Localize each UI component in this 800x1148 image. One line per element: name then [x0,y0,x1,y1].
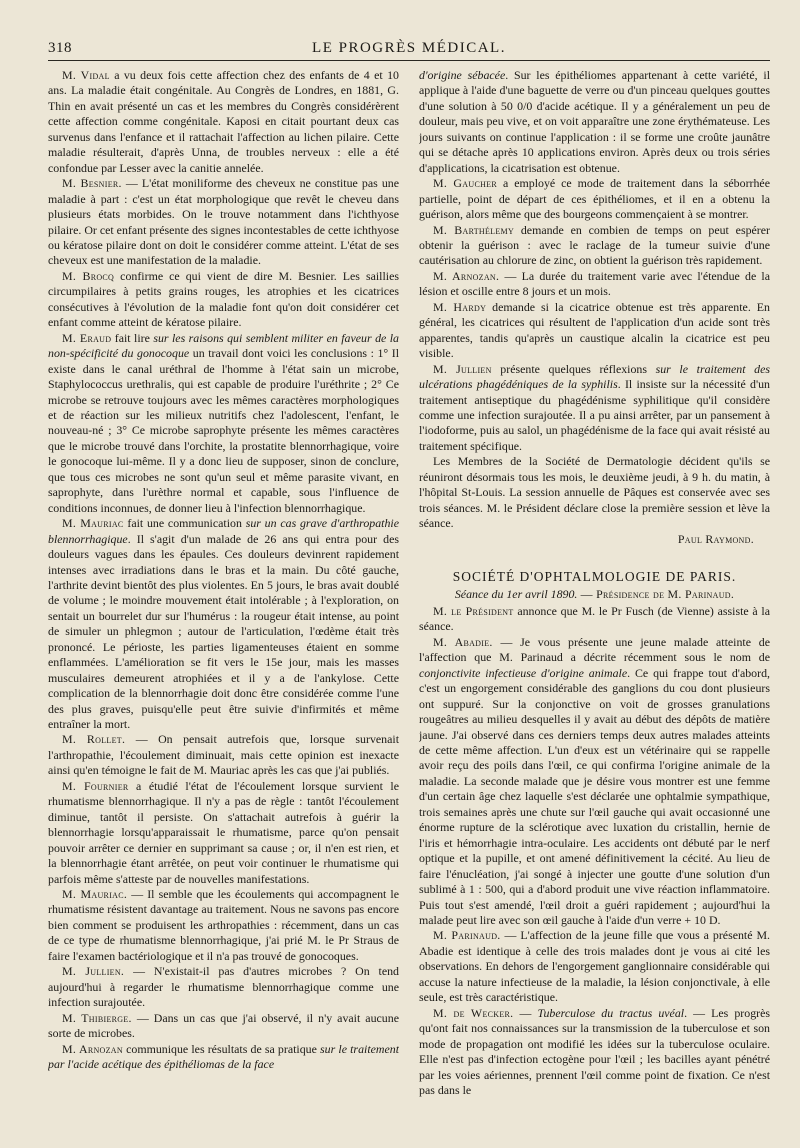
speaker-name: M. Eraud [62,330,112,345]
paragraph-arnozan-2 [419,269,770,300]
page-header [48,30,770,61]
paper-title: sur un cas grave d'arthropathie blennorrhagique [48,516,399,546]
paragraph-rollet [48,732,399,778]
paragraph-mauriac-2 [48,887,399,964]
paragraph-text: — L'état moniliforme des cheveux ne constitue pas une maladie à part : c'est un état morphologique que revêt le cheveu dans plusieurs états morbides. On le trouve notamment dans l'ichthyose pilaire. Or cet enfant présente des signes incontestables de cette ichthyose ou kératose pilaire dont on doit le considérer comme atteint. L'état de ses cheveux est une manifestation de la maladie. [48,176,399,268]
continuation-paragraph [419,68,770,176]
paragraph-text: annonce que M. le Pr Fusch (de Vienne) assiste à la séance. [419,603,770,634]
paragraph-text: — Il semble que les écoulements qui accompagnent le rhumatisme résistent davantage au traitement. Nous ne savons pas encore bien comment se produisent les arthropathies : récemment, dans un cas de ce type de rhumatisme blennorrhagique, j'ai prié M. le Pr Straus de faire l'examen bactériologique et il n'a pas trouvé de gonocoques. [48,887,399,963]
paragraph-text: . Il s'agit d'un malade de 26 ans qui entra pour des douleurs vagues dans les épaules. Ces douleurs devinrent rapidement intenses avec irradiations dans le bras et la main. Du côté gauche, l'arthrite devint bientôt des plus violentes. En 5 jours, le bras avait doublé de volume ; le moindre mouvement était intolérable ; à l'exploration, on sentait un bourrelet dur sur l'humérus : la rougeur était intense, au point de simuler un phlegmon ; autour de l'articulation, l'œdème était très prononcé. Le périoste, les parties ligamenteuses étaient en somme enflammées. L'amélioration se fit vers le 15e jour, mais les masses musculaires demeurent atrophiées et il y a de l'ankylose. Cette complication de la blennorrhagie doit donc être considérée comme l'une des plus graves, puisqu'elle peut être suivie d'infirmités et même entraîner la mort. [48,531,399,732]
signature: Paul Raymond. [677,531,754,546]
paragraph-thibierge [48,1011,399,1042]
speaker-name: M. Abadie. [433,634,493,649]
paragraph-text: fait une communication [123,516,246,531]
section-title: SOCIÉTÉ D'OPHTALMOLOGIE DE PARIS. [452,569,737,585]
speaker-name: M. Parinaud. [433,928,501,943]
speaker-name: M. Mauriac. [62,887,128,902]
speaker-name: M. Besnier. [62,176,122,191]
paragraph-hardy [419,300,770,362]
speaker-name: M. Arnozan. [433,268,500,283]
paper-title: Tuberculose du tractus uvéal [537,1005,685,1020]
paragraph-vidal [48,68,399,176]
paragraph-text: confirme ce qui vient de dire M. Besnier. Les saillies circumpilaires à petits grains rouges, les atrophies et les cicatrices consécutives à l'évolution de la maladie font qu'on doit considérer cet enfant comme atteint de kératose pilaire. [48,268,399,330]
paragraph-parinaud [419,928,770,1005]
speaker-name: M. Jullien [433,361,492,376]
paper-title: sur le traitement par l'acide acétique des épithéliomas de la face [48,1041,399,1071]
paragraph-abadie [419,635,770,929]
paper-title: sur les raisons qui semblent militer en faveur de la non-spécificité du gonocoque [48,330,399,361]
speaker-name: M. Barthélemy [433,222,515,237]
paragraph-text: demande en combien de temps on peut espérer obtenir la guérison : avec le raclage de la tumeur suivie d'une cautérisation au chlorure de zinc, on obtient la guérison très rapidement. [419,222,770,268]
paragraph-text: — On pensait autrefois que, lorsque survenait l'arthropathie, l'écoulement diminuait, mais cette opinion est inexacte ainsi qu'en témoigne le fait de M. Mauriac après les cas que j'ai publiés. [48,732,399,778]
speaker-name: M. Vidal [62,68,110,82]
paragraph-jullien-2 [419,362,770,455]
paragraph-text: . Ce qui frappe tout d'abord, c'est un engorgement considérable des ganglions du cou dont plusieurs ont suppuré. Sur la conjonctive on voit de grosses granulations rougeâtres au milieu desquelles il y avait au début des dépôts de matière jaune. J'ai observé dans ces derniers temps deux autres malades atteints de cette même affection. L'un d'eux est un vétérinaire qui se rappelle avoir reçu des poils dans l'œil, ce qui confirma l'origine animale de la maladie. La seconde malade que je désire vous montrer est une femme d'un certain âge chez laquelle s'est déclarée une ophtalmie sympathique, trois semaines après une chute sur l'œil gauche qui avait occasionné une énorme rupture de la sclérotique avec luxation du cristallin, hernie de l'iris et hémorrhagie intra-oculaire. Les accidents ont débuté par le nerf optique et la pupille, et ont amené définitivement la cécité. Au lieu de faire l'énucléation, j'ai songé à injecter une goutte d'une solution d'un sublimé à 1 : 500, qui a d'abord produit une vive réaction inflammatoire. Puis tout s'est amendé, l'œil droit a guéri rapidement ; aujourd'hui la malade peut lire avec son œil gauche à l'aide d'un verre + 10 D. [419,665,770,928]
paper-title: sur le traitement des ulcérations phagédéniques de la syphilis [419,361,770,392]
paragraph-text: Les Membres de la Société de Dermatologie décident qu'ils se réuniront désormais tous les mois, le deuxième jeudi, à 9 h. du matin, à l'hôpital St-Louis. La session annuelle de Pâques est conservée avec ses trois séances. M. le Président déclare close la première session et lève la séance. [419,454,770,531]
paragraph-de-wecker [419,1006,770,1099]
speaker-name: M. Jullien. [62,964,125,979]
paragraph-text: . — Les progrès qu'ont fait nos connaissances sur la transmission de la tuberculose et son mode de propagation ont modifié les idées sur la tuberculose oculaire. Elle n'est pas d'infection ectogène pour l'œil ; les bacilles ayant pénétré par les voies aériennes, prennent l'œil comme point de fixation. Ce n'est pas dans le [419,1005,770,1097]
paragraph-text: — La durée du traitement varie avec l'étendue de la lésion et oscille entre 8 jours et un mois. [419,268,770,299]
paragraph-text: — L'affection de la jeune fille que vous a présenté M. Abadie est identique à celle des trois malades dont je vous ai cité les observations. En dehors de l'engorgement ganglionnaire considérable qui accuse la nature infectieuse de la maladie, la lésion conjonctivale, à elle seule, est très caractéristique. [419,928,770,1005]
paragraph-text: — [513,1005,538,1020]
speaker-name: M. Gaucher [433,176,497,191]
page-number: 318 [48,40,72,56]
paper-title: conjonctivite infectieuse d'origine animale [419,665,628,680]
paragraph-besnier [48,176,399,269]
left-column [48,68,399,1130]
session-line [419,587,770,602]
speaker-name: M. le Président [433,603,514,618]
paragraph-arnozan [48,1042,399,1073]
speaker-name: M. Rollet. [62,732,126,747]
paper-title: d'origine sébacée [419,68,506,82]
journal-title: LE PROGRÈS MÉDICAL. [312,40,506,56]
session-date: Séance du 1er avril 1890. [454,586,578,601]
paragraph-eraud [48,331,399,516]
speaker-name: M. de Wecker. [433,1005,514,1020]
paragraph-text: un travail dont voici les conclusions : 1° Il existe dans le canal uréthral de l'homme à l'état sain un microbe, Staphylococcus urethralis, qui est capable de produire l'uréthrite ; 2° Ce microbe se retrouve toujours avec les mêmes caractères morphologiques et de réaction sur les milieux nutritifs chez l'adolescent, l'enfant, le nouveau-né ; 3° Ce microbe saprophyte présente les mêmes caractères que le microbe trouvé dans l'orchite, la prostatite blennorrhagique, voire le gonocoque lui-même. Il y a donc lieu de supposer, sinon de conclure, que tous ces microbes ne sont qu'un seul et même parasite vivant, en saprophyte, dans l'urèthre normal et capable, sous l'influence de conditions inconnues, de donner lieu à l'infection blennorrhagique. [48,346,399,515]
paragraph-mauriac [48,516,399,732]
paragraph-text: — N'existait-il pas d'autres microbes ? On tend aujourd'hui à regarder le rhumatisme blennorrhagique comme une infection surajoutée. [48,964,399,1010]
speaker-name: M. Fournier [62,778,129,793]
paragraph-gaucher [419,176,770,222]
paragraph-president [419,604,770,635]
session-president: — Présidence de M. Parinaud. [577,586,735,601]
paragraph-text: a employé ce mode de traitement dans la séborrhée partielle, point de départ de ces épithéliomes, et il en a obtenu la guérison, alors même que des bourgeons commençaient à se montrer. [419,176,770,222]
speaker-name: M. Mauriac [62,516,124,531]
paragraph-text: fait lire [111,330,154,345]
speaker-name: M. Brocq [62,268,115,283]
paragraph-text: — Dans un cas que j'ai observé, il n'y avait aucune sorte de microbes. [48,1010,399,1041]
right-column [419,68,770,1130]
paragraph-society-decision [419,454,770,531]
paragraph-text: — Je vous présente une jeune malade atteinte de l'affection que M. Parinaud a décrite récemment sous le nom de [419,634,770,665]
paragraph-fournier [48,779,399,887]
speaker-name: M. Hardy [433,299,487,314]
paragraph-text: a vu deux fois cette affection chez des enfants de 4 et 10 ans. La maladie était congénitale. Au Congrès de Londres, en 1881, G. Thin en avait présenté un cas et les membres du Congrès considérèrent cette affection comme congénitale. Kaposi en citait pourtant deux cas survenus dans l'enfance et il rattachait l'affection au lichen pilaire. Cette maladie résulterait, d'après Unna, de troubles nerveux : elle a été confondue par Lesser avec la canitie annelée. [48,68,399,175]
paragraph-text: . Sur les épithéliomes appartenant à cette variété, il applique à l'aide d'une baguette de verre ou d'un pinceau quelques gouttes d'une solution à 50 0/0 d'acide acétique. Il y a généralement un peu de douleur, mais peu vive, et on voit apparaître une zone érythémateuse. Les jours suivants on continue l'application : il se forme une croûte jaunâtre qui se détache après 10 applications environ. Après deux ou trois séries d'applications, la cicatrisation est obtenue. [419,68,770,175]
paragraph-text: a étudié l'état de l'écoulement lorsque survient le rhumatisme blennorrhagique. Il n'y a pas de règle : tantôt l'écoulement diminue, tantôt il persiste. On s'attachait autrefois à guérir la blennorrhagie lorsqu'apparaissait le rhumatisme, parce qu'on pensait pouvoir arrêter ce dernier en supprimant sa cause ; or, il n'en est rien, et la blennorrhagie étant arrêtée, on peut voir continuer le rhumatisme qui parfois même s'atteste par de nouvelles manifestations. [48,778,399,886]
paragraph-text: présente quelques réflexions [491,361,656,376]
paragraph-text: demande si la cicatrice obtenue est très apparente. En général, les cicatrices qui résultent de l'application d'un acide sont très apparentes, tandis qu'après un caustique alcalin la cicatrice est peu visible. [419,299,770,361]
speaker-name: M. Arnozan [62,1041,123,1056]
speaker-name: M. Thibierge. [62,1010,132,1025]
paragraph-brocq [48,269,399,331]
paragraph-text: . Il insiste sur la nécessité d'un traitement antiseptique du phagédénisme syphilitique qu'il considère comme une infection surajoutée. Il a pu ainsi arrêter, par un pansement à l'iodoforme, puis au salol, un phagédénisme de la face qui avait résisté au traitement spécifique. [419,377,770,453]
paragraph-text: communique les résultats de sa pratique [122,1041,321,1056]
paragraph-barthelemy [419,223,770,269]
text-columns [48,68,770,1130]
paragraph-jullien [48,964,399,1010]
